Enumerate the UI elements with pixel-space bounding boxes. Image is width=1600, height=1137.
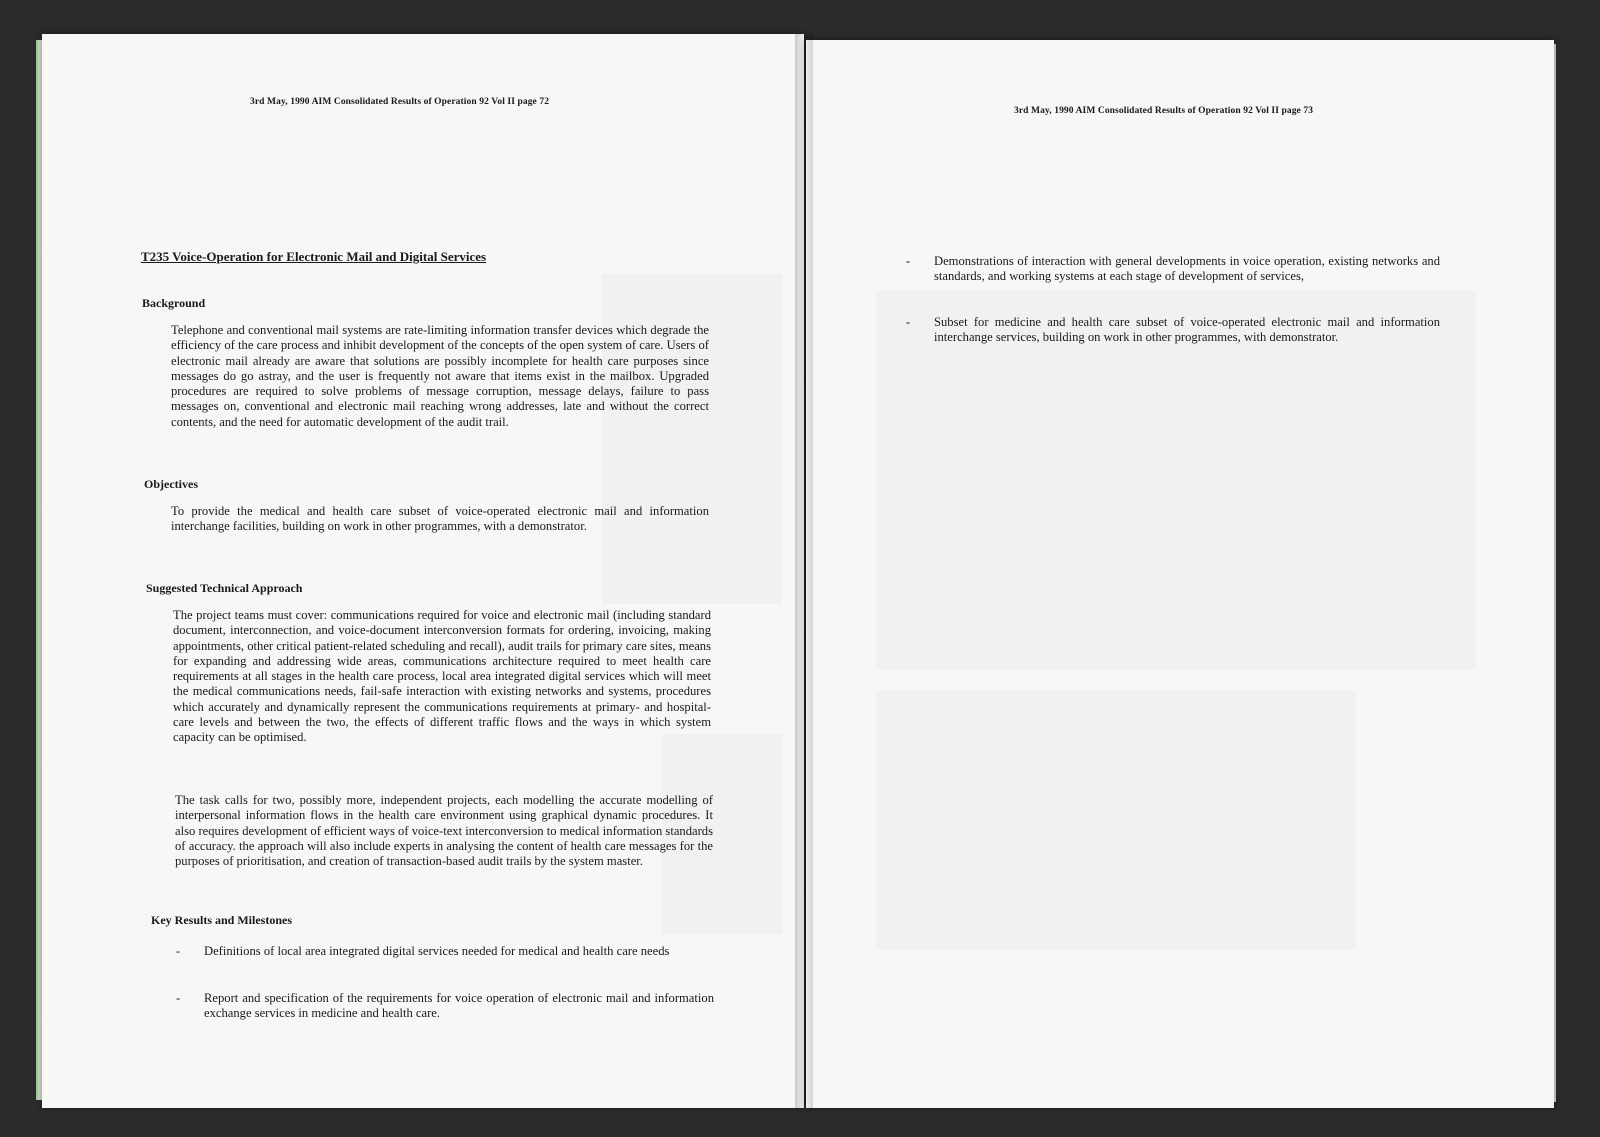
bleed-through [876, 290, 1476, 670]
bullet-dash: - [906, 315, 911, 329]
background-paragraph: Telephone and conventional mail systems are rate-limiting information transfer devices which degrade the efficiency of the care process and inhibit development of the concepts of the open system of care. Users of electronic mail already are aware that solutions are possibly incomplete for health care purposes since messages do go astray, and the user is frequently not aware that items exist in the mailbox. Upgraded procedures are required to solve problems of message corruption, message delays, failure to pass messages on, conventional and electronic mail reaching wrong addresses, late and without the correct contents, and the need for automatic development of the audit trail. [171, 323, 709, 429]
list-item-text: Demonstrations of interaction with general developments in voice operation, existing networks and standards, and working systems at each stage of development of services, [934, 254, 1440, 284]
objectives-paragraph: To provide the medical and health care subset of voice-operated electronic mail and information interchange facilities, building on work in other programmes, with a demonstrator. [171, 504, 709, 534]
approach-paragraph-2: The task calls for two, possibly more, independent projects, each modelling the accurate modelling of interpersonal information flows in the health care environment using graphical dynamic procedures. It also requires development of efficient ways of voice-text interconversion to medical information standards of accuracy. the approach will also include experts in analysing the content of health care messages for the purposes of prioritisation, and creation of transaction-based audit trails by the system master. [175, 793, 713, 869]
key-results-heading: Key Results and Milestones [151, 913, 292, 927]
approach-heading: Suggested Technical Approach [146, 581, 303, 595]
background-heading: Background [142, 296, 206, 310]
bullet-dash: - [176, 991, 181, 1005]
list-item-text: Report and specification of the requirements for voice operation of electronic mail and information exchange services in medicine and health care. [204, 991, 714, 1021]
objectives-heading: Objectives [144, 477, 198, 491]
book-gutter [795, 34, 813, 1108]
approach-paragraph-1: The project teams must cover: communications required for voice and electronic mail (including standard document, interconnection, and voice-document interconversion formats for ordering, invoicing, making appointments, other critical patient-related scheduling and recall), audit trails for primary care sites, means for expanding and addressing wide areas, communications architecture required to meet health care requirements at all stages in the health care process, local area integrated digital services which will meet the medical communications needs, fail-safe interaction with existing networks and systems, procedures which accurately and dynamically represent the communications requirements at primary- and hospital-care levels and between the two, the effects of different traffic flows and the ways in which system capacity can be optimised. [173, 608, 711, 745]
bullet-dash: - [906, 254, 911, 268]
bleed-through [876, 690, 1356, 950]
right-page [806, 40, 1554, 1108]
page-header: 3rd May, 1990 AIM Consolidated Results of Operation 92 Vol II page 72 [250, 97, 550, 107]
page-header: 3rd May, 1990 AIM Consolidated Results of Operation 92 Vol II page 73 [1014, 106, 1314, 116]
left-page [42, 34, 804, 1108]
list-item-text: Subset for medicine and health care subset of voice-operated electronic mail and information interchange services, building on work in other programmes, with demonstrator. [934, 315, 1440, 345]
list-item-text: Definitions of local area integrated digital services needed for medical and health care needs [204, 944, 670, 958]
bullet-dash: - [176, 944, 181, 958]
document-title: T235 Voice-Operation for Electronic Mail and Digital Services [141, 249, 487, 264]
